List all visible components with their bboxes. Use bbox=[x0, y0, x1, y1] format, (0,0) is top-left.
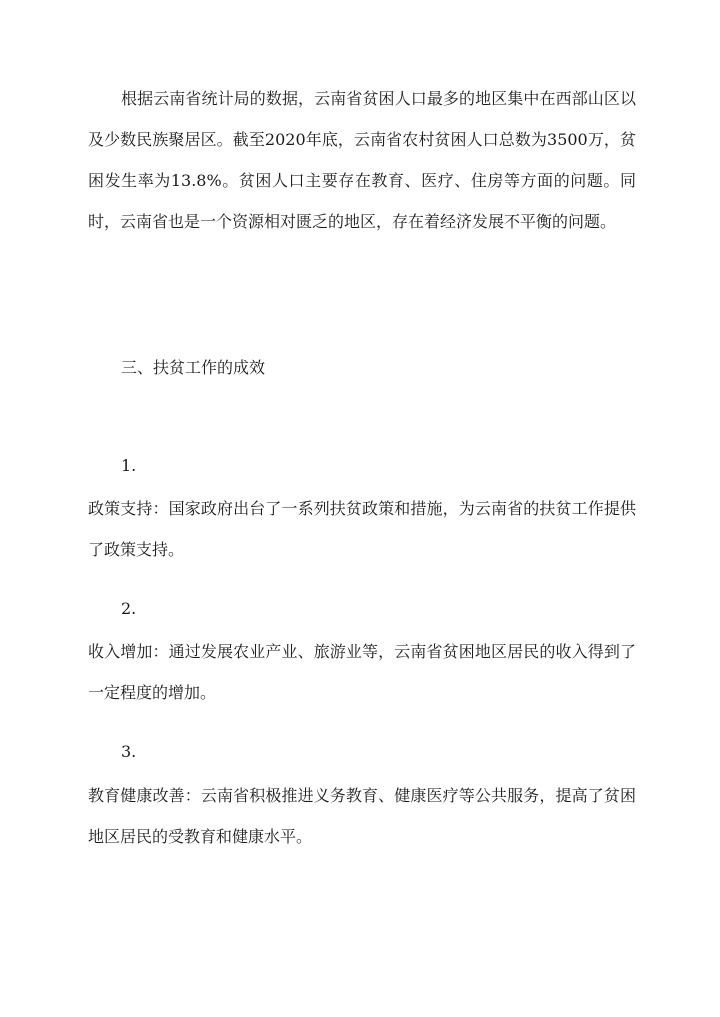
list-item-text-2: 收入增加：通过发展农业产业、旅游业等，云南省贫困地区居民的收入得到了一定程度的增加。 bbox=[88, 642, 636, 702]
list-item-number-3: 3. bbox=[121, 742, 137, 761]
list-item-text-1: 政策支持：国家政府出台了一系列扶贫政策和措施，为云南省的扶贫工作提供了政策支持。 bbox=[88, 499, 636, 559]
list-item-number-2: 2. bbox=[121, 599, 137, 618]
list-item-number-1: 1. bbox=[121, 456, 137, 475]
section-heading: 三、扶贫工作的成效 bbox=[121, 358, 266, 377]
list-item-text-3: 教育健康改善：云南省积极推进义务教育、健康医疗等公共服务，提高了贫困地区居民的受教育和健康水平。 bbox=[88, 786, 636, 846]
intro-paragraph: 根据云南省统计局的数据，云南省贫困人口最多的地区集中在西部山区以及少数民族聚居区。截至2020年底，云南省农村贫困人口总数为3500万，贫困发生率为13.8%。贫困人口主要存在教育、医疗、住房等方面的问题。同时，云南省也是一个资源相对匮乏的地区，存在着经济发展不平衡的问题。 bbox=[88, 89, 636, 231]
